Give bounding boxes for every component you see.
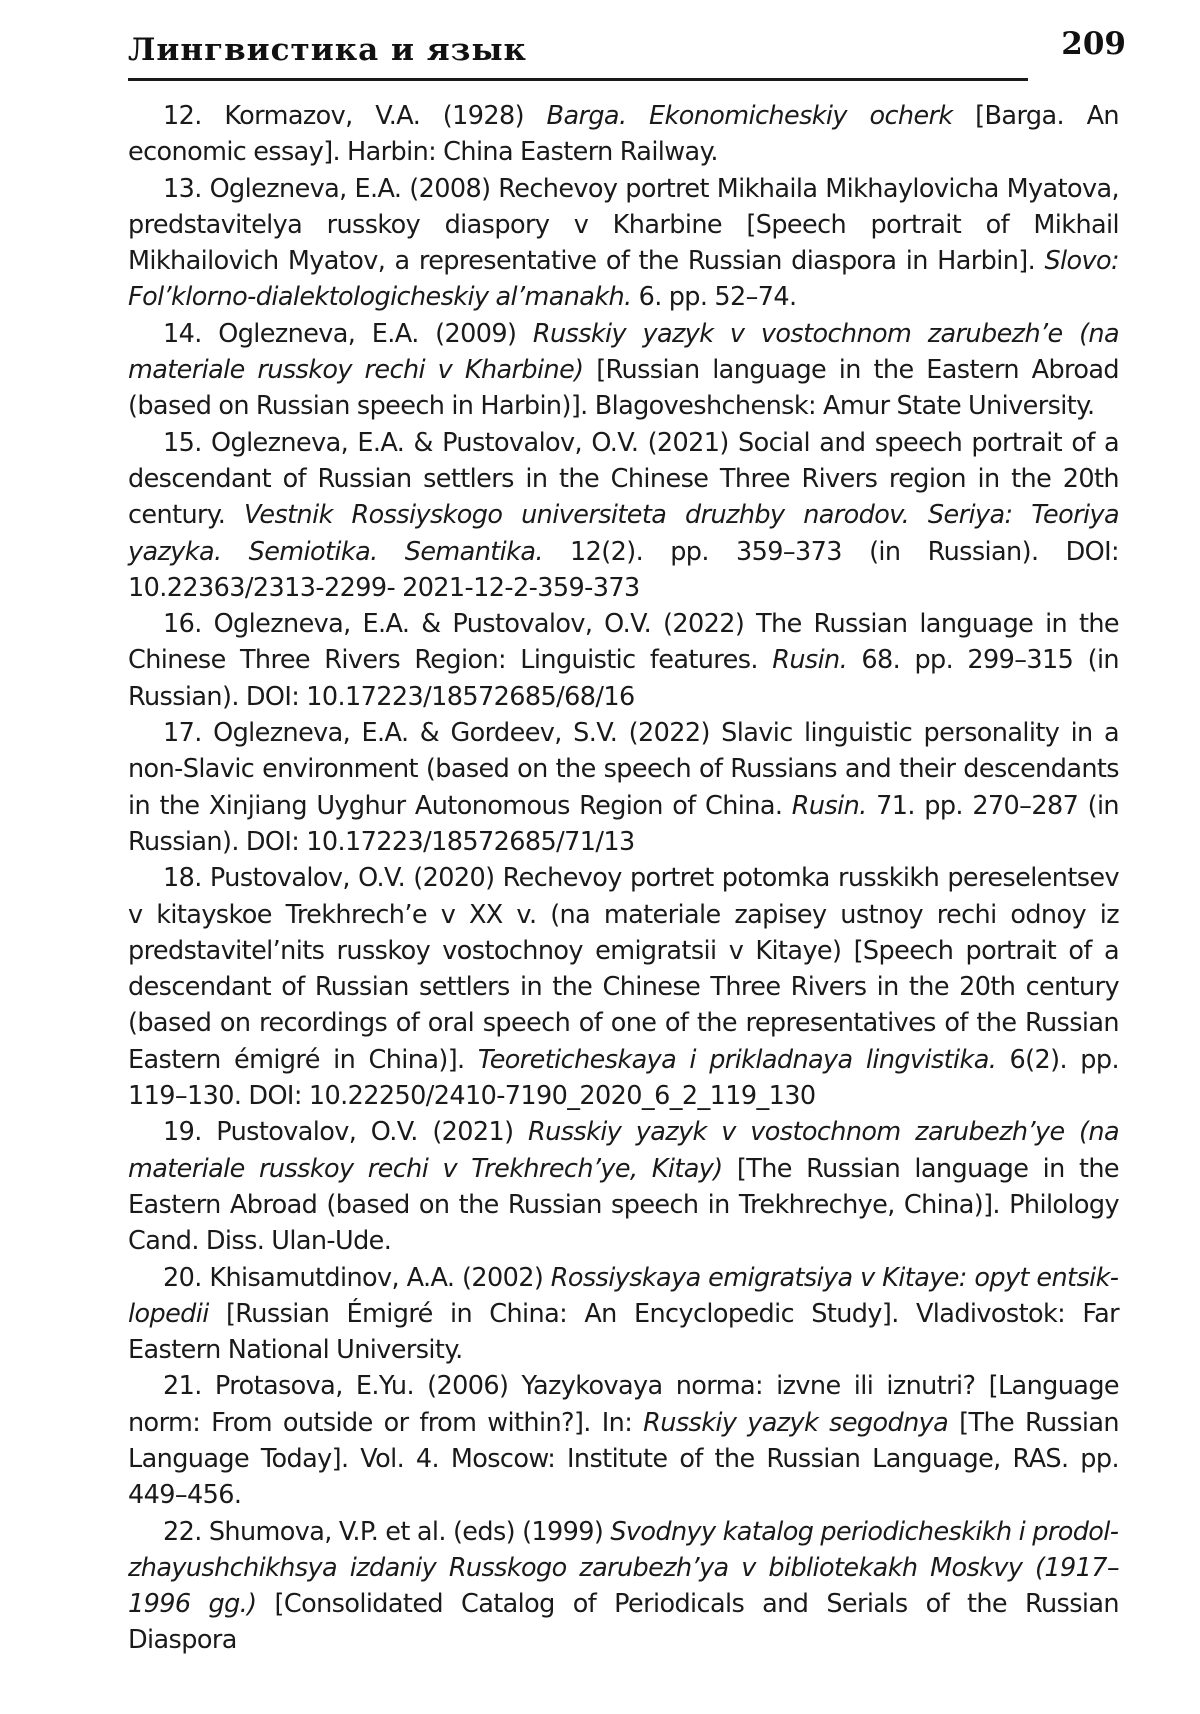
reference-text: 6. pp. 52–74.	[631, 282, 797, 313]
reference-entry	[128, 425, 1119, 606]
reference-text: 13. Oglezneva, E.A. (2008) Rechevoy portret Mikhaila Mikhaylovicha Myatova, predstavitelya russkoy diaspory v Kharbine [Speech portrait of Mikhail Mikhailovich Myatov, a representative of the Russian diaspora in Harbin].	[128, 173, 1119, 277]
reference-entry	[128, 1114, 1119, 1259]
reference-entry	[128, 1260, 1119, 1369]
reference-text: 21. Protasova, E.Yu. (2006) Yazykovaya norma: izvne ili iznutri? [Language norm: From outside or from within?]. In:	[128, 1371, 1119, 1438]
reference-text: 12(2). pp. 359–373 (in Russian). DOI: 10.22363/2313-2299- 2021-12-2-359-373	[128, 536, 1120, 603]
reference-title-italic: Teoreticheskaya i prikladnaya lingvistika.	[477, 1044, 997, 1075]
reference-title-italic: Rossiyskaya emigratsiya v Kitaye: opyt entsiklopedii	[128, 1262, 1119, 1329]
reference-title-italic: Russkiy yazyk v vostochnom zarubezh’ye (na materiale russkoy rechi v Trekhrech’ye, Kitay)	[128, 1117, 1119, 1184]
reference-title-italic: Russkiy yazyk segodnya	[643, 1407, 949, 1438]
reference-text: 22. Shumova, V.P. et al. (eds) (1999)	[163, 1516, 611, 1547]
reference-title-italic: Russkiy yazyk v vostochnom zarubezh’e (na materiale russkoy rechi v Kharbine)	[128, 318, 1120, 386]
reference-entry	[128, 316, 1119, 425]
reference-text: 20. Khisamutdinov, A.A. (2002)	[163, 1262, 551, 1293]
reference-text: 15. Oglezneva, E.A. & Pustovalov, O.V. (2021) Social and speech portrait of a descendant of Russian settlers in the Chinese Three Rivers region in the 20th century.	[128, 427, 1119, 531]
reference-text: [The Russian language in the Eastern Abroad (based on the Russian speech in Trekhrechye, China)]. Philology Cand. Diss. Ulan-Ude.	[128, 1153, 1119, 1257]
reference-text: [Consolidated Catalog of Periodicals and Serials of the Russian Diaspora	[128, 1589, 1119, 1656]
reference-title-italic: Rusin.	[791, 790, 867, 821]
reference-entry	[128, 171, 1119, 316]
reference-text: 16. Oglezneva, E.A. & Pustovalov, O.V. (2022) The Russian language in the Chinese Three Rivers Region: Linguistic features.	[128, 609, 1119, 676]
reference-text: [The Russian Language Today]. Vol. 4. Moscow: Institute of the Russian Language, RAS. pp. 449–456.	[128, 1407, 1119, 1511]
reference-text: 12. Kormazov, V.A. (1928)	[163, 101, 547, 131]
reference-text: 17. Oglezneva, E.A. & Gordeev, S.V. (2022) Slavic linguistic personality in a non-Slavic environment (based on the speech of Russians and their descendants in the Xinjiang Uyghur Autonomous Region of China.	[128, 718, 1119, 821]
reference-title-italic: Rusin.	[772, 645, 848, 676]
reference-entry	[128, 606, 1119, 715]
reference-title-italic: Svodnyy katalog periodicheskikh i prodolzhayushchikhsya izdaniy Russkogo zarubezh’ya v bibliotekakh Moskvy (1917–1996 gg.)	[128, 1516, 1119, 1620]
running-header	[128, 22, 1126, 80]
reference-text: 18. Pustovalov, O.V. (2020) Rechevoy portret potomka russkikh pereselentsev v kitayskoe Trekhrech’e v XX v. (na materiale zapisey ustnoy rechi odnoy iz predstavitel’nits russkoy vostochnoy emigratsii v Kitaye) [Speech portrait of a descendant of Russian settlers in the Chinese Three Rivers in the 20th century (based on recordings of oral speech of one of the representatives of the Russian Eastern émigré in China)].	[128, 863, 1119, 1075]
reference-list	[128, 98, 1119, 1659]
reference-text: 14. Oglezneva, E.A. (2009)	[163, 318, 533, 349]
reference-text: 71. pp. 270–287 (in Russian). DOI: 10.17223/18572685/71/13	[128, 790, 1119, 857]
reference-entry	[128, 98, 1119, 171]
reference-entry	[128, 1368, 1119, 1513]
reference-text: [Russian language in the Eastern Abroad (based on Russian speech in Harbin)]. Blagoveshchensk: Amur State University.	[128, 355, 1119, 422]
reference-entry	[128, 715, 1119, 860]
reference-text: [Barga. An economic essay]. Harbin: China Eastern Railway.	[128, 101, 1119, 168]
section-title: Лингвистика и язык	[128, 32, 527, 68]
reference-title-italic: Slovo: Fol’klorno-dialektologicheskiy al’manakh.	[128, 246, 1119, 313]
header-rule	[128, 78, 1028, 81]
reference-text: [Russian Émigré in China: An Encyclopedic Study]. Vladivostok: Far Eastern National University.	[128, 1298, 1119, 1366]
reference-text: 19. Pustovalov, O.V. (2021)	[163, 1117, 529, 1148]
reference-title-italic: Barga. Ekonomicheskiy ocherk	[546, 101, 953, 131]
reference-entry	[128, 1514, 1119, 1659]
reference-entry	[128, 860, 1119, 1114]
page-number: 209	[1061, 26, 1126, 62]
reference-text: 68. pp. 299–315 (in Russian). DOI: 10.17223/18572685/68/16	[128, 645, 1119, 712]
reference-title-italic: Vestnik Rossiyskogo universiteta druzhby narodov. Seriya: Teoriya yazyka. Semiotika. Semantika.	[128, 500, 1119, 567]
reference-text: 6(2). pp. 119–130. DOI: 10.22250/2410-7190_2020_6_2_119_130	[128, 1044, 1119, 1112]
